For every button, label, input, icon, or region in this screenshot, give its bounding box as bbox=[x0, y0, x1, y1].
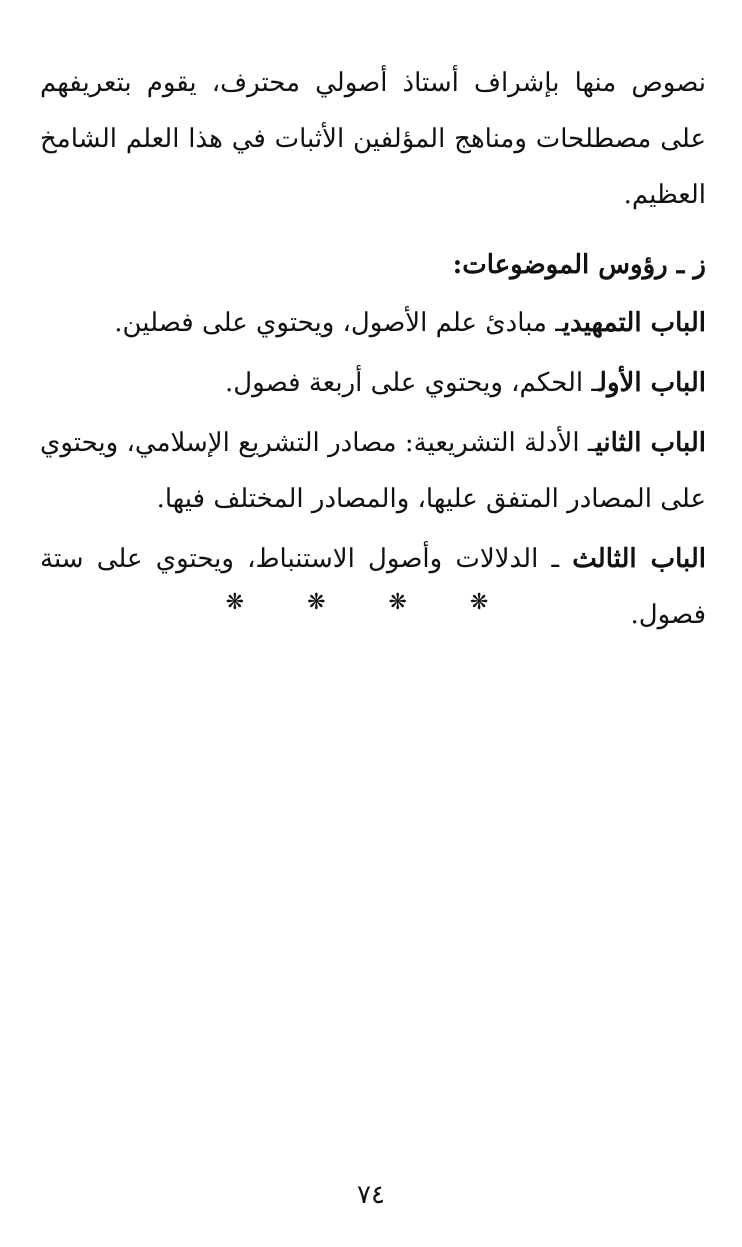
chapter-description: ـ مبادئ علم الأصول، ويحتوي على فصلين. bbox=[114, 308, 563, 338]
chapter-paragraph-2 bbox=[40, 415, 706, 527]
chapter-paragraph-intro bbox=[40, 295, 706, 351]
section-separator: ❋ ❋ ❋ ❋ bbox=[225, 590, 517, 615]
page-number: ٧٤ bbox=[357, 1180, 385, 1210]
chapter-paragraph-3 bbox=[40, 531, 706, 643]
intro-paragraph: نصوص منها بإشراف أستاذ أصولي محترف، يقوم بتعريفهم على مصطلحات ومناهج المؤلفين الأثبات في هذا العلم الشامخ العظيم. bbox=[40, 68, 706, 210]
page-body bbox=[40, 55, 706, 647]
chapter-title: الباب الأول bbox=[599, 368, 706, 398]
chapter-paragraph-1 bbox=[40, 355, 706, 411]
chapter-description: ـ الدلالات وأصول الاستنباط، ويحتوي على ستة فصول. bbox=[40, 544, 706, 630]
section-heading: ز ـ رؤوس الموضوعات: bbox=[452, 250, 706, 280]
chapter-description: ـ الحكم، ويحتوي على أربعة فصول. bbox=[225, 368, 600, 398]
chapter-title: الباب الثاني bbox=[595, 428, 706, 458]
chapter-title: الباب الثالث bbox=[572, 544, 707, 574]
chapter-description: ـ الأدلة التشريعية: مصادر التشريع الإسلامي، ويحتوي على المصادر المتفق عليها، والمصادر المختلف فيها. bbox=[40, 428, 706, 514]
chapter-title: الباب التمهيدي bbox=[562, 308, 706, 338]
